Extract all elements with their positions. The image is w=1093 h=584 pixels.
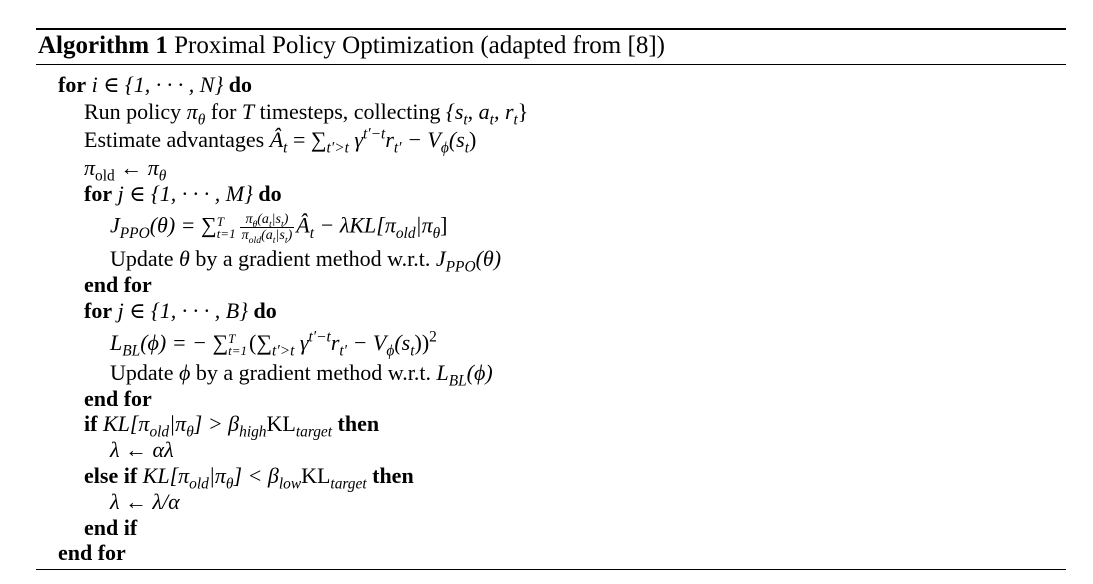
subscript: t <box>410 342 415 360</box>
sum-limits <box>216 213 236 241</box>
line-end-for-outer <box>58 540 126 566</box>
argument: (s <box>448 127 465 152</box>
paren-close: )) <box>414 330 430 355</box>
text: by a gradient method w.r.t. <box>190 360 437 385</box>
text: |s <box>275 228 285 243</box>
algorithm-header <box>38 31 665 61</box>
text: Estimate advantages <box>84 127 270 152</box>
text: timesteps, collecting <box>254 99 447 124</box>
argument: (ϕ) <box>466 360 493 385</box>
kl-penalty: − λKL[π <box>313 212 396 238</box>
subscript: old <box>189 475 209 493</box>
inner-sum: (∑ <box>249 330 273 355</box>
denominator <box>240 228 295 246</box>
text: ) <box>283 212 289 227</box>
bottom-rule <box>36 569 1066 570</box>
loop-range: i ∈ {1, · · · , N} <box>91 72 224 97</box>
top-rule <box>36 28 1066 30</box>
subscript: old <box>149 423 170 441</box>
line-lbl-loss <box>110 328 437 360</box>
subscript: θ <box>158 167 167 185</box>
upper-limit: T <box>228 330 236 346</box>
gamma-symbol: γ <box>348 127 364 152</box>
keyword-end-for: end for <box>84 272 152 297</box>
text: π <box>241 228 249 243</box>
subscript: θ <box>252 218 258 230</box>
subscript: PPO <box>119 224 150 242</box>
numerator <box>240 212 295 228</box>
line-inner-for-M <box>84 181 282 207</box>
advantage-symbol: Â <box>296 212 310 238</box>
kl-expression: KL[π <box>137 463 190 488</box>
kl-expression: KL[π <box>97 411 150 436</box>
line-inner-for-B <box>84 298 277 324</box>
pi-symbol: π <box>84 155 96 180</box>
line-estimate-advantages <box>84 125 477 157</box>
lower-limit: t=1 <box>216 225 236 241</box>
subscript: target <box>330 475 367 493</box>
subscript: high <box>239 423 267 441</box>
comparison: ] < β <box>233 463 279 488</box>
pi-symbol: π <box>186 99 198 124</box>
subscript: t <box>283 139 288 157</box>
subscript: θ <box>225 475 234 493</box>
text: ) <box>287 228 293 243</box>
subscript: PPO <box>445 258 476 276</box>
loop-range: j ∈ {1, · · · , B} <box>117 298 249 323</box>
keyword-for: for <box>84 298 113 323</box>
kl-target: KL <box>301 463 331 488</box>
subscript: old <box>395 224 416 242</box>
line-elseif-kl-low <box>84 463 414 493</box>
value-fn: − V <box>401 127 441 152</box>
reward-symbol: r <box>330 330 340 355</box>
sum-symbol: = ∑ <box>287 127 327 152</box>
keyword-then: then <box>332 411 380 436</box>
subscript: t <box>463 111 468 129</box>
subscript: t <box>309 224 314 242</box>
subscript: t <box>272 234 276 246</box>
subscript: θ <box>186 423 194 441</box>
text: Run policy <box>84 99 187 124</box>
loop-range: j ∈ {1, · · · , M} <box>117 181 253 206</box>
subscript: BL <box>448 372 467 390</box>
lambda-update: λ ← λ/α <box>110 489 180 514</box>
line-end-if <box>84 515 137 541</box>
keyword-end-for: end for <box>58 540 126 565</box>
text: (a <box>257 212 269 227</box>
text: for <box>205 99 242 124</box>
value-fn: − V <box>347 330 387 355</box>
advantage-symbol: Â <box>269 127 284 152</box>
L-symbol: L <box>110 330 123 355</box>
argument: (s <box>394 330 411 355</box>
subscript: ϕ <box>440 139 449 157</box>
superscript: t′−t <box>308 328 331 346</box>
subscript: old <box>248 234 262 246</box>
gamma-symbol: γ <box>294 330 309 355</box>
upper-limit: T <box>216 213 224 229</box>
text: (a <box>261 228 273 243</box>
sum-expression: (ϕ) = − ∑ <box>140 330 229 355</box>
subscript: t′ <box>393 139 402 157</box>
superscript: t′−t <box>363 125 386 143</box>
text: |π <box>208 463 226 488</box>
text: Update <box>110 246 180 271</box>
lower-limit: t=1 <box>228 342 248 358</box>
sum-expression: (θ) = ∑ <box>149 212 217 238</box>
J-symbol: J <box>435 246 446 271</box>
keyword-do: do <box>258 181 282 206</box>
subscript: t <box>268 218 272 230</box>
line-if-kl-high <box>84 411 380 441</box>
line-end-for-M <box>84 272 152 298</box>
subscript: low <box>278 475 302 493</box>
argument: (θ) <box>475 246 502 271</box>
keyword-if: if <box>84 411 98 436</box>
subscript: ϕ <box>386 342 395 360</box>
T-symbol: T <box>241 99 255 124</box>
line-end-for-B <box>84 386 152 412</box>
sum-limits <box>228 330 248 358</box>
text: |π <box>169 411 187 436</box>
keyword-then: then <box>366 463 414 488</box>
subscript: t′>t <box>272 342 295 360</box>
subscript: t <box>513 111 518 129</box>
line-pi-old-assign <box>84 155 167 185</box>
header-rule <box>36 64 1066 65</box>
text: π <box>245 212 253 227</box>
subscript: target <box>295 423 333 441</box>
assign-arrow: ← π <box>114 155 159 180</box>
line-update-theta <box>110 246 502 276</box>
subscript: t <box>464 139 469 157</box>
keyword-for: for <box>58 72 87 97</box>
L-symbol: L <box>436 360 449 385</box>
bracket-close: ] <box>440 212 448 238</box>
power: 2 <box>429 328 437 346</box>
subscript: t <box>489 111 494 129</box>
J-symbol: J <box>110 212 120 238</box>
line-jppo-objective <box>110 212 448 246</box>
keyword-do: do <box>253 298 277 323</box>
set-close: } <box>517 99 529 124</box>
keyword-end-if: end if <box>84 515 138 540</box>
subscript: BL <box>122 342 141 360</box>
subscript: θ <box>432 224 441 242</box>
lambda-update: λ ← αλ <box>110 437 174 462</box>
theta-subscript: θ <box>197 111 206 129</box>
text: by a gradient method w.r.t. <box>189 246 436 271</box>
text: Update <box>110 360 180 385</box>
subscript: t <box>284 234 288 246</box>
subscript: old <box>95 167 115 185</box>
theta-symbol: θ <box>179 246 190 271</box>
reward-symbol: r <box>385 127 394 152</box>
line-outer-for <box>58 72 252 98</box>
sum-subscript: t′>t <box>326 139 349 157</box>
keyword-for: for <box>84 181 113 206</box>
line-lambda-decrease <box>110 489 180 515</box>
set-open: {s <box>446 99 464 124</box>
keyword-else-if: else if <box>84 463 138 488</box>
ratio-fraction <box>240 212 295 246</box>
phi-symbol: ϕ <box>179 360 191 385</box>
keyword-end-for: end for <box>84 386 152 411</box>
algorithm-title: Proximal Policy Optimization (adapted from [8]) <box>174 32 665 59</box>
line-lambda-increase <box>110 437 174 463</box>
line-update-phi <box>110 360 493 390</box>
subscript: t′ <box>339 342 348 360</box>
algorithm-label: Algorithm 1 <box>38 32 168 59</box>
text: |s <box>271 212 281 227</box>
set-r: , r <box>493 99 514 124</box>
comparison: ] > β <box>193 411 240 436</box>
set-a: , a <box>467 99 490 124</box>
text: |π <box>415 212 433 238</box>
kl-target: KL <box>266 411 296 436</box>
paren-close: ) <box>469 127 477 152</box>
line-run-policy <box>84 99 529 129</box>
keyword-do: do <box>228 72 253 97</box>
subscript: t <box>280 218 284 230</box>
